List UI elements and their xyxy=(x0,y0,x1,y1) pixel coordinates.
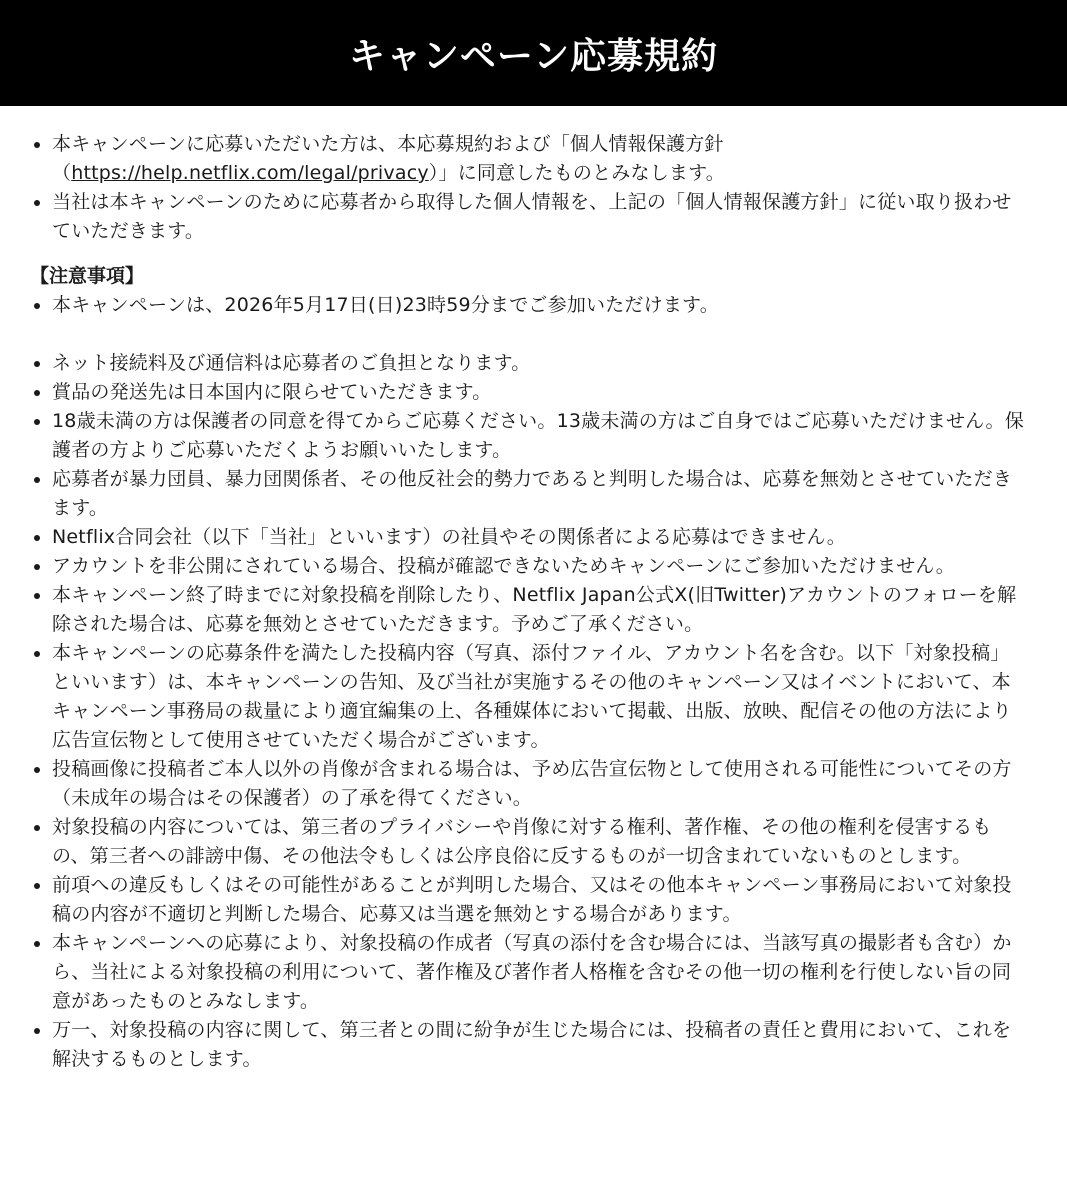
terms-content xyxy=(0,106,1067,1074)
list-item: 18歳未満の方は保護者の同意を得てからご応募ください。13歳未満の方はご自身ではご応募いただけません。保護者の方よりご応募いただくようお願いいたします。 xyxy=(32,407,1027,465)
page-title: キャンペーン応募規約 xyxy=(348,35,719,77)
notes-first-list xyxy=(32,291,1027,320)
notes-heading: 【注意事項】 xyxy=(30,265,145,287)
list-item: 応募者が暴力団員、暴力団関係者、その他反社会的勢力であると判明した場合は、応募を無効とさせていただきます。 xyxy=(32,465,1027,523)
list-item: 本キャンペーンへの応募により、対象投稿の作成者（写真の添付を含む場合には、当該写真の撮影者も含む）から、当社による対象投稿の利用について、著作権及び著作者人格権を含むその他一切の権利を行使しない旨の同意があったものとみなします。 xyxy=(32,929,1027,1016)
list-item: 本キャンペーンは、2026年5月17日(日)23時59分までご参加いただけます。 xyxy=(32,291,1027,320)
spacer xyxy=(32,320,1027,349)
list-item: アカウントを非公開にされている場合、投稿が確認できないためキャンペーンにご参加いただけません。 xyxy=(32,552,1027,581)
privacy-policy-link[interactable]: https://help.netflix.com/legal/privacy xyxy=(71,162,429,184)
list-item: 本キャンペーン終了時までに対象投稿を削除したり、Netflix Japan公式X(旧Twitter)アカウントのフォローを解除された場合は、応募を無効とさせていただきます。予めご了承ください。 xyxy=(32,581,1027,639)
notes-list xyxy=(32,349,1027,1074)
privacy-text-suffix: ）」に同意したものとみなします。 xyxy=(428,162,725,184)
list-item: Netflix合同会社（以下「当社」といいます）の社員やその関係者による応募はできません。 xyxy=(32,523,1027,552)
list-item: 万一、対象投稿の内容に関して、第三者との間に紛争が生じた場合には、投稿者の責任と費用において、これを解決するものとします。 xyxy=(32,1016,1027,1074)
page-header xyxy=(0,0,1067,106)
list-item: ネット接続料及び通信料は応募者のご負担となります。 xyxy=(32,349,1027,378)
list-item: 本キャンペーンの応募条件を満たした投稿内容（写真、添付ファイル、アカウント名を含む。以下「対象投稿」といいます）は、本キャンペーンの告知、及び当社が実施するその他のキャンペーン又はイベントにおいて、本キャンペーン事務局の裁量により適宜編集の上、各種媒体において掲載、出版、放映、配信その他の方法により広告宣伝物として使用させていただく場合がございます。 xyxy=(32,639,1027,755)
list-item: 前項への違反もしくはその可能性があることが判明した場合、又はその他本キャンペーン事務局において対象投稿の内容が不適切と判断した場合、応募又は当選を無効とする場合があります。 xyxy=(32,871,1027,929)
list-item xyxy=(32,130,1027,188)
list-item: 対象投稿の内容については、第三者のプライバシーや肖像に対する権利、著作権、その他の権利を侵害するもの、第三者への誹謗中傷、その他法令もしくは公序良俗に反するものが一切含まれていないものとします。 xyxy=(32,813,1027,871)
list-item: 賞品の発送先は日本国内に限らせていただきます。 xyxy=(32,378,1027,407)
intro-list xyxy=(32,130,1027,246)
list-item: 当社は本キャンペーンのために応募者から取得した個人情報を、上記の「個人情報保護方針」に従い取り扱わせていただきます。 xyxy=(32,188,1027,246)
list-item: 投稿画像に投稿者ご本人以外の肖像が含まれる場合は、予め広告宣伝物として使用される可能性についてその方（未成年の場合はその保護者）の了承を得てください。 xyxy=(32,755,1027,813)
privacy-text-prefix: 本キャンペーンに応募いただいた方は、本応募規約および「個人情報保護方針（ xyxy=(52,133,724,184)
